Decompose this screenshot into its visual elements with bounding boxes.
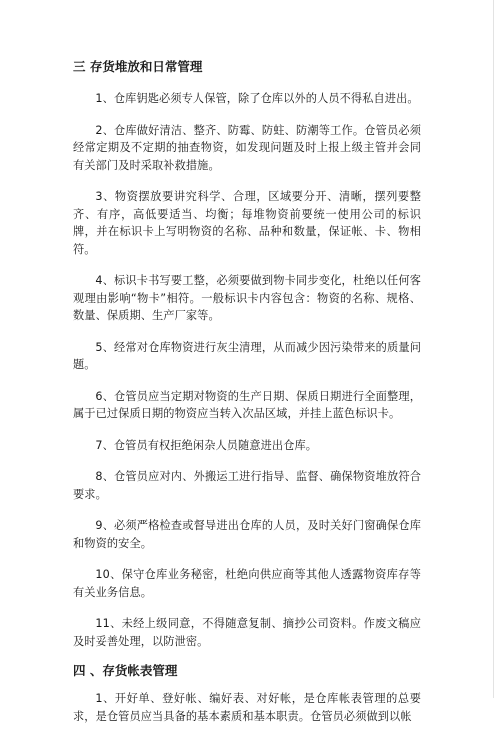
- paragraph-11: 11、未经上级同意，不得随意复制、摘抄公司资料。作废文稿应及时妥善处理，以防泄密。: [73, 617, 421, 648]
- paragraph-6: 6、仓管员应当定期对物资的生产日期、保质日期进行全面整理，属于已过保质日期的物资应当转入次品区域，并挂上蓝色标识卡。: [73, 389, 421, 420]
- document-body: [73, 58, 421, 739]
- paragraph-5: 5、经常对仓库物资进行灰尘清理，从而减少因污染带来的质量问题。: [73, 340, 421, 371]
- paragraph-7: 7、仓管员有权拒绝闲杂人员随意进出仓库。: [95, 438, 318, 452]
- section-heading-inventory-ledger: 四 、存货帐表管理: [73, 663, 178, 678]
- paragraph-3: 3、物资摆放要讲究科学、合理，区域要分开、清晰，摆列要整齐、有序，高低要适当、均衡；每堆物资前要统一使用公司的标识牌，并在标识卡上写明物资的名称、品种和数量，保证帐、卡、物相符。: [73, 190, 421, 256]
- paragraph-4: 4、标识卡书写要工整，必须要做到物卡同步变化，杜绝以任何客观理由影响“物卡”相符。一般标识卡内容包含：物资的名称、规格、数量、保质期、生产厂家等。: [73, 274, 421, 322]
- ledger-paragraph-1: 1、开好单、登好帐、编好表、对好帐，是仓库帐表管理的总要求，是仓管员应当具备的基本素质和基本职责。仓管员必须做到以帐: [73, 692, 421, 723]
- paragraph-1: 1、仓库钥匙必须专人保管，除了仓库以外的人员不得私自进出。: [95, 92, 419, 105]
- paragraph-8: 8、仓管员应对内、外搬运工进行指导、监督、确保物资堆放符合要求。: [73, 470, 421, 501]
- paragraph-9: 9、必须严格检查或督导进出仓库的人员，及时关好门窗确保仓库和物资的安全。: [73, 519, 421, 550]
- paragraph-2: 2、仓库做好清洁、整齐、防霉、防蛀、防潮等工作。仓管员必须经常定期及不定期的抽查物资，如发现问题及时上报上级主管并会同有关部门及时采取补救措施。: [73, 123, 421, 172]
- paragraph-10: 10、保守仓库业务秘密，杜绝向供应商等其他人透露物资库存等有关业务信息。: [73, 568, 421, 599]
- section-heading-inventory-storage: 三 存货堆放和日常管理: [73, 59, 203, 74]
